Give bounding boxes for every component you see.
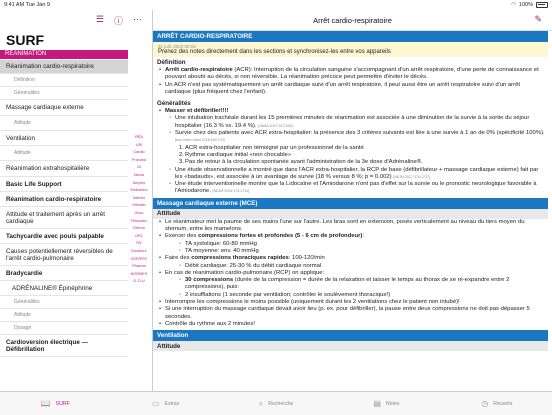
generalites-subitem: ◦ Survie chez des patients avec ACR extra-hospitalier: la présence des 3 critères suivants est liée à une survie à 1 an de 0% (spécificité 100%). [Ann Intern Med 2018;169:770] <box>153 130 552 145</box>
status-bar <box>0 0 552 10</box>
content-area[interactable] <box>153 31 552 391</box>
sidebar-item[interactable]: Réanimation cardio-respiratoire <box>0 192 128 207</box>
attitude-item: • Si une interruption du massage cardiaque devait avoir lieu (p. ex. pour défibriller), la pause entre deux compressions ne doit pas dépasser 5 secondes. <box>153 306 552 321</box>
index-entry[interactable]: Néphro <box>132 180 146 185</box>
book-icon: 📖 <box>40 399 51 408</box>
search-icon: ⌕ <box>258 398 264 408</box>
clock-icon: ◷ <box>481 399 489 408</box>
sidebar-item[interactable]: Dosage <box>0 322 128 335</box>
tab-notes[interactable] <box>331 392 441 415</box>
status-right <box>511 2 548 8</box>
list-icon[interactable]: ☰ <box>95 14 104 24</box>
attitude-item: • Contrôle du rythme aux 2 minutes! <box>153 321 552 328</box>
tab-bar <box>0 391 552 415</box>
generalites-subitem: ◦ Une intubation trachéale durant les 15 premières minutes de réanimation est associée à une diminution de la survie à la sortie du séjour hospitalier (16.3 % vs. 19.4 %). [JAMA 2017;317:494] <box>153 115 552 130</box>
section-header-acr: ARRÊT CARDIO-RESPIRATOIRE <box>153 31 548 42</box>
sidebar <box>0 10 153 391</box>
note-text: Prenez des notes directement dans les sections et synchronisez-les entre vos appareils <box>158 49 391 55</box>
tab-label: Extras <box>164 400 180 407</box>
index-entry[interactable]: Pharma <box>132 264 146 269</box>
generalites-heading: Généralités <box>157 99 191 107</box>
sidebar-item[interactable]: Attitude <box>0 146 128 161</box>
generalites-subitem: ◦ Une étude observationnelle a montré que dans l'ACR extra-hospitalier, la RCP de base (défibrillateur + massage cardiaque externe) fait par les «badauds», est associée à un avantage de survie (18 % versus 8 %; p = 0.002) [NEJM 2017;376:1737] <box>153 167 552 182</box>
sidebar-item[interactable]: Bradycardie <box>0 266 128 281</box>
sidebar-item[interactable]: Attitude <box>0 309 128 322</box>
sidebar-item[interactable]: Massage cardiaque externe <box>0 100 128 116</box>
generalites-item: • Masser et défibriller!!!! <box>153 108 552 115</box>
status-time: 9:41 AM Tue Jan 9 <box>4 2 50 8</box>
index-entry[interactable]: G-O-U <box>133 279 145 284</box>
sidebar-item[interactable]: Généralités <box>0 296 128 309</box>
attitude-item: • Interrompre les compressions le moins possible (uniquement durant les 2 ventilations chez le patient non intubé)! <box>153 299 552 306</box>
tab-récents[interactable] <box>442 392 552 415</box>
index-entry[interactable]: Derma <box>133 226 145 231</box>
tab-label: Notes <box>385 400 400 407</box>
index-entry[interactable]: Douleurs <box>131 248 147 253</box>
definition-heading: Définition <box>157 58 186 66</box>
criteria-item: 1. ACR extra-hospitalier non témoigné par un professionnel de la santé <box>179 144 364 151</box>
index-entry[interactable]: GI <box>136 165 141 170</box>
alphabet-index[interactable] <box>128 134 150 286</box>
sidebar-item[interactable]: Tachycardie avec pouls palpable <box>0 229 128 244</box>
index-entry[interactable]: Onco <box>134 210 144 215</box>
section-header-mce: Massage cardiaque externe (MCE) <box>153 198 548 209</box>
index-entry[interactable]: Neuro <box>133 172 145 177</box>
page-title: Arrêt cardio-respiratoire <box>313 16 392 25</box>
folder-icon: ▭ <box>151 399 160 408</box>
index-entry[interactable]: USI <box>135 142 143 147</box>
index-entry[interactable]: RX <box>136 241 142 246</box>
definition-item: • Arrêt cardio-respiratoire (ACR): Interruption de la circulation sanguine s'accompagnant d'un arrêt respiratoire, d'une perte de connaissance et pouvant aboutir au décès, si non réversible. La réanimation précoce peut permettre d'éviter le décès. <box>153 67 552 82</box>
index-entry[interactable]: Infectio <box>132 195 146 200</box>
index-entry[interactable]: Endocrino <box>130 188 148 193</box>
more-icon[interactable]: ⋯ <box>133 14 142 24</box>
sidebar-item[interactable]: Réanimation cardio-respiratoire <box>0 60 128 74</box>
attitude-subitem: ◦ 30 compressions (durée de la compression = durée de la relaxation et laisser le temps au thorax de se ré-expandre entre 2 compressions), puis: <box>153 277 552 292</box>
notes-icon: ▤ <box>373 399 381 408</box>
index-entry[interactable]: Cardio <box>133 150 145 155</box>
attitude-subitem: ◦ TA systolique: 60-80 mmHg <box>153 241 552 248</box>
content-header <box>153 10 552 31</box>
index-entry[interactable]: NORMES <box>130 271 148 276</box>
sidebar-item[interactable]: Basic Life Support <box>0 177 128 192</box>
index-entry[interactable]: ORL <box>135 233 143 238</box>
attitude-item: • Le réanimateur met la paume de ses mains l'une sur l'autre. Les bras sont en extension, posés verticalement au niveau du tiers moyen du sternum, entre les mamelons. <box>153 219 552 234</box>
attitude-subitem: ◦ Débit cardiaque: 25-30 % du débit cardiaque normal <box>153 263 552 270</box>
tab-label: SURF <box>55 400 70 407</box>
sidebar-item[interactable]: Attitude <box>0 116 128 131</box>
attitude-item: • En cas de réanimation cardio-pulmonaire (RCP) on applique: <box>153 270 552 277</box>
attitude-heading: Attitude <box>153 209 548 219</box>
criteria-item: 3. Pas de retour à la circulation spontanée avant l'administration de la 3e dose d'Adrénaline®. <box>179 159 423 166</box>
sidebar-item[interactable]: Causes potentiellement réversibles de l'arrêt cardio-pulmonaire <box>0 244 128 266</box>
definition-item: • Un ACR n'est pas systématiquement un arrêt cardiaque suivi d'un arrêt respiratoire, il peut aussi être un arrêt respiratoire suivi d'un arrêt cardiaque (plus fréquent chez l'enfant). <box>153 82 552 97</box>
attitude-heading-2: Attitude <box>153 341 548 351</box>
note-date: 31 juill. 2022 00:03 <box>158 44 196 49</box>
section-header-reanimation: RÉANIMATION <box>0 50 128 59</box>
sidebar-list <box>0 60 128 357</box>
section-header-ventilation: Ventilation <box>153 330 548 341</box>
sidebar-item[interactable]: Généralités <box>0 87 128 100</box>
tab-recherche[interactable] <box>221 392 331 415</box>
tab-label: Recherche <box>268 400 294 407</box>
battery-percent: 100% <box>518 2 533 8</box>
index-entry[interactable]: Rhumato <box>131 218 147 223</box>
sidebar-item[interactable]: Ventilation <box>0 131 128 146</box>
sidebar-item[interactable]: Définition <box>0 74 128 87</box>
sidebar-toolbar <box>96 14 142 27</box>
index-entry[interactable]: RÉA <box>135 135 143 139</box>
sidebar-item[interactable]: Réanimation extrahospitalière <box>0 161 128 177</box>
attitude-item: • Exercer des compressions fortes et profondes (5 - 6 cm de profondeur): <box>153 233 552 240</box>
criteria-item: 2. Rythme cardiaque initial «non chocable» <box>179 151 292 158</box>
edit-icon[interactable]: ✎ <box>534 14 542 24</box>
help-icon[interactable]: ⓘ <box>113 16 123 26</box>
tab-label: Récents <box>493 400 513 407</box>
sidebar-item[interactable]: Attitude et traitement après un arrêt cardiaque <box>0 207 128 229</box>
index-entry[interactable]: Pneumo <box>131 157 147 162</box>
tab-surf[interactable] <box>0 392 110 415</box>
battery-icon <box>536 2 548 8</box>
note-box[interactable] <box>153 42 548 57</box>
app-title: SURF <box>6 32 45 48</box>
attitude-subitem: ◦ TA moyenne: env. 40 mmHg <box>153 248 552 255</box>
index-entry[interactable]: GER/PSY <box>130 256 148 261</box>
sidebar-item[interactable]: ADRÉNALINE® Épinéphrine <box>0 281 128 296</box>
tab-extras[interactable] <box>110 392 220 415</box>
index-entry[interactable]: Hémato <box>132 203 146 208</box>
sidebar-item[interactable]: Cardioversion électrique — Défibrillation <box>0 335 128 357</box>
generalites-subitem: ◦ Une étude interventionnelle montre que la Lidocaïne et l'Amiodarone n'ont pas d'effet sur la survie ou le pronostic neurologique favorable à l'Amiodarone. [NEJM 2016;374:1711] <box>153 181 552 196</box>
wifi-icon: ◠ <box>511 2 516 8</box>
attitude-subitem: ◦ 2 insufflations (1 seconde par ventilation; contrôler le soulèvement thoracique!) <box>153 292 552 299</box>
attitude-item: • Faire des compressions thoraciques rapides: 100-120/min <box>153 255 552 262</box>
